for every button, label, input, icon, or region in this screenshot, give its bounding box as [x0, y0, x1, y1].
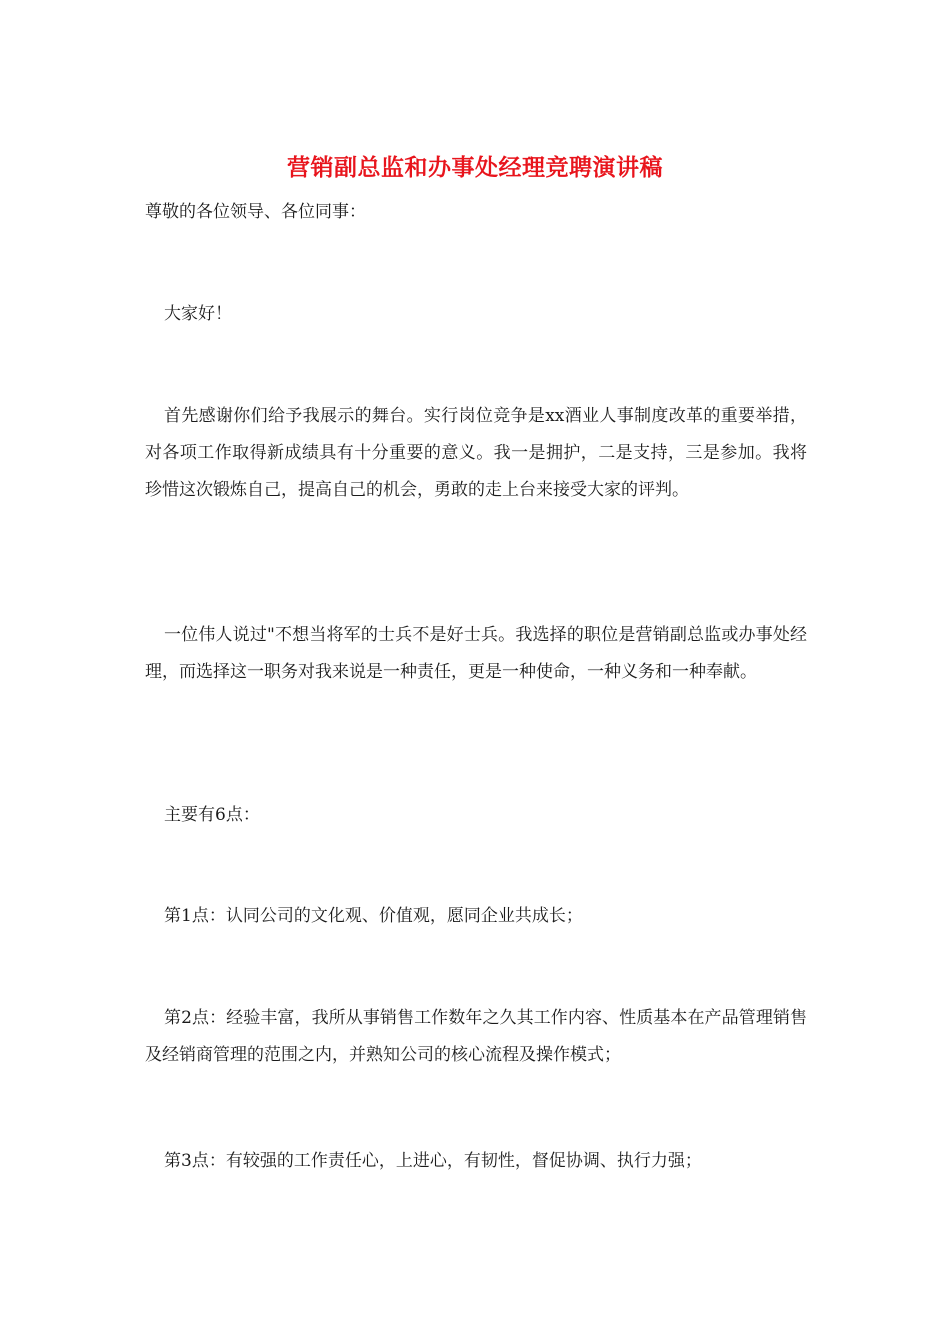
paragraph-point-3: 第3点：有较强的工作责任心，上进心，有韧性，督促协调、执行力强；	[164, 1151, 702, 1171]
paragraph-intro: 首先感谢你们给予我展示的舞台。实行岗位竞争是xx酒业人事制度改革的重要举措，对各项工作取得新成绩具有十分重要的意义。我一是拥护，二是支持，三是参加。我将珍惜这次锻炼自己，提高自己的机会，勇敢的走上台来接受大家的评判。	[145, 406, 807, 500]
paragraph-point-2: 第2点：经验丰富，我所从事销售工作数年之久其工作内容、性质基本在产品管理销售及经销商管理的范围之内，并熟知公司的核心流程及操作模式；	[145, 1008, 807, 1065]
paragraph-point-1: 第1点：认同公司的文化观、价值观，愿同企业共成长；	[164, 906, 583, 926]
greeting: 大家好！	[164, 304, 232, 324]
document-title: 营销副总监和办事处经理竞聘演讲稿	[287, 154, 663, 181]
paragraph-points-intro: 主要有6点：	[164, 805, 260, 825]
paragraph-motivation: 一位伟人说过"不想当将军的士兵不是好士兵。我选择的职位是营销副总监或办事处经理，而选择这一职务对我来说是一种责任，更是一种使命，一种义务和一种奉献。	[145, 625, 807, 682]
salutation: 尊敬的各位领导、各位同事：	[145, 202, 366, 222]
